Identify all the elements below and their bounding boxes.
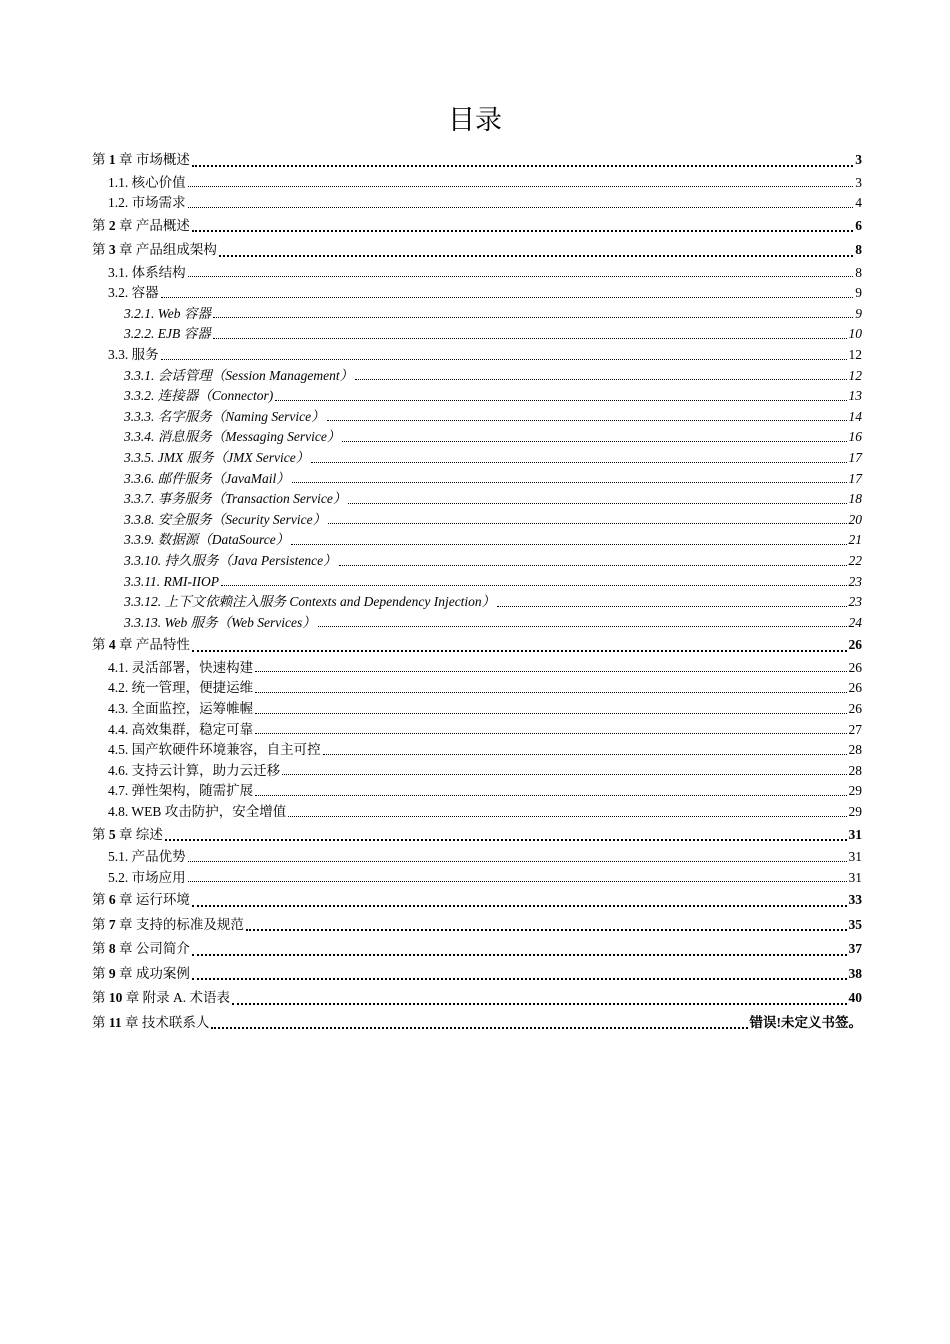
table-of-contents [92,148,862,1035]
toc-entry[interactable] [92,740,862,761]
chapter-prefix: 第 [92,1014,106,1030]
toc-entry[interactable] [92,802,862,823]
toc-entry-label [92,937,190,962]
toc-page-number: 8 [855,242,862,258]
chapter-number: 11 [105,1014,126,1030]
dot-leader [342,441,846,442]
toc-page-number: 22 [848,553,862,568]
chapter-number: 2 [105,217,119,233]
toc-page-number: 27 [848,721,862,737]
chapter-title: 章 市场概述 [119,152,190,167]
toc-entry[interactable] [92,761,862,782]
toc-entry[interactable] [92,962,862,987]
toc-entry-label: 3.3.8. 安全服务（Security Service） [124,511,327,527]
toc-entry[interactable] [92,551,862,572]
toc-page-number: 29 [848,783,862,799]
toc-entry[interactable] [92,304,862,325]
toc-entry-label: 4.8. WEB 攻击防护，安全增值 [108,804,287,820]
toc-entry[interactable] [92,324,862,345]
toc-entry[interactable] [92,238,862,263]
toc-entry-label [92,633,190,658]
dot-leader [211,1027,747,1029]
toc-entry[interactable] [92,633,862,658]
toc-entry[interactable] [92,386,862,407]
chapter-title: 章 综述 [119,826,163,842]
toc-page-number: 29 [848,804,862,820]
toc-entry-label: 3.2.2. EJB 容器 [124,326,211,342]
dot-leader [192,230,853,232]
chapter-prefix: 第 [92,916,106,932]
chapter-title: 章 支持的标准及规范 [119,916,244,932]
chapter-title: 章 技术联系人 [125,1014,210,1030]
chapter-title: 章 产品特性 [119,637,190,653]
dot-leader [255,671,846,672]
toc-entry[interactable] [92,847,862,868]
toc-entry[interactable] [92,469,862,490]
toc-entry-label [92,962,190,987]
toc-entry[interactable] [92,427,862,448]
toc-page-number: 37 [848,941,862,957]
toc-page-number: 26 [848,701,862,717]
dot-leader [188,276,854,277]
chapter-number: 4 [105,637,119,653]
chapter-number: 1 [105,152,119,167]
toc-entry-label: 3.3.2. 连接器（Connector) [124,388,274,404]
dot-leader [161,359,847,360]
chapter-prefix: 第 [92,826,106,842]
dot-leader [188,881,847,882]
dot-leader [161,297,854,298]
toc-entry-label: 4.3. 全面监控，运筹帷幄 [108,701,254,717]
toc-page-number: 31 [848,849,862,865]
toc-entry-label [92,1011,209,1036]
toc-page-number: 31 [848,826,862,842]
toc-entry[interactable] [92,366,862,387]
toc-page-number: 40 [848,990,862,1006]
toc-entry[interactable] [92,263,862,284]
toc-page-number: 9 [855,305,862,321]
chapter-number: 10 [105,990,126,1006]
chapter-title: 章 附录 A. 术语表 [125,990,230,1006]
toc-entry[interactable] [92,678,862,699]
dot-leader [282,774,846,775]
dot-leader [291,544,846,545]
toc-entry-label: 4.7. 弹性架构，随需扩展 [108,783,254,799]
toc-page-number: 16 [848,429,862,445]
dot-leader [192,954,847,956]
toc-page-number: 35 [848,916,862,932]
toc-page-number: 21 [848,532,862,548]
dot-leader [318,626,847,627]
toc-page-number: 14 [848,408,862,424]
chapter-title: 章 产品概述 [119,217,190,233]
chapter-title: 章 成功案例 [119,965,190,981]
toc-entry[interactable] [92,868,862,889]
chapter-number: 6 [105,892,119,908]
dot-leader [213,338,847,339]
chapter-prefix: 第 [92,990,106,1006]
dot-leader [288,816,846,817]
chapter-number: 7 [105,916,119,932]
toc-page-number: 4 [855,195,862,211]
chapter-prefix: 第 [92,941,106,957]
toc-page-number: 错误!未定义书签。 [749,1014,862,1030]
toc-entry-label: 1.2. 市场需求 [108,195,186,211]
toc-page-number: 31 [848,869,862,885]
toc-entry-label: 3.1. 体系结构 [108,264,186,280]
toc-entry-label: 1.1. 核心价值 [108,174,186,190]
dot-leader [292,482,847,483]
dot-leader [192,978,847,980]
toc-page-number: 38 [848,965,862,981]
chapter-number: 9 [105,965,119,981]
toc-entry-label [92,823,163,848]
toc-entry[interactable] [92,1011,862,1036]
dot-leader [255,713,846,714]
toc-entry[interactable] [92,193,862,214]
dot-leader [213,317,853,318]
toc-entry[interactable] [92,913,862,938]
toc-page-number: 18 [848,491,862,507]
toc-page-number: 26 [848,659,862,675]
toc-page-number: 24 [848,614,862,630]
toc-entry[interactable] [92,510,862,531]
toc-entry-label [92,913,244,938]
dot-leader [192,165,853,167]
dot-leader [328,523,846,524]
toc-entry[interactable] [92,937,862,962]
toc-entry[interactable] [92,173,862,194]
toc-title: 目录 [448,105,502,136]
dot-leader [339,565,847,566]
toc-entry-label: 3.3.3. 名字服务（Naming Service） [124,408,325,424]
toc-page-number: 17 [848,470,862,486]
dot-leader [246,929,847,931]
toc-entry-label: 3.3.10. 持久服务（Java Persistence） [124,553,337,568]
dot-leader [232,1003,847,1005]
dot-leader [311,462,846,463]
toc-entry-label: 4.2. 统一管理，便捷运维 [108,680,254,696]
toc-entry-label: 3.3.4. 消息服务（Messaging Service） [124,429,341,445]
toc-entry-label: 3.2.1. Web 容器 [124,305,211,321]
toc-entry-label: 3.2. 容器 [108,285,159,301]
toc-entry-label [92,214,190,239]
toc-entry-label [92,888,190,913]
toc-page-number: 13 [848,388,862,404]
dot-leader [255,692,846,693]
toc-entry[interactable] [92,888,862,913]
chapter-title: 章 公司简介 [119,941,190,957]
toc-page-number: 28 [848,742,862,758]
dot-leader [221,585,847,586]
dot-leader [219,255,853,257]
toc-page-number: 26 [848,637,862,653]
toc-page-number: 3 [855,152,862,167]
dot-leader [255,795,846,796]
toc-entry-label: 3.3.13. Web 服务（Web Services） [124,614,316,630]
chapter-prefix: 第 [92,892,106,908]
toc-entry[interactable] [92,658,862,679]
chapter-number: 3 [105,242,119,258]
toc-page-number: 26 [848,680,862,696]
dot-leader [323,754,847,755]
toc-entry-label: 4.6. 支持云计算，助力云迁移 [108,762,281,778]
toc-entry[interactable] [92,781,862,802]
toc-entry-label: 3.3.5. JMX 服务（JMX Service） [124,450,310,466]
toc-page-number: 20 [848,511,862,527]
toc-entry-label: 3.3.6. 邮件服务（JavaMail） [124,470,290,486]
dot-leader [355,379,846,380]
dot-leader [192,905,847,907]
dot-leader [188,186,854,187]
toc-entry[interactable] [92,572,862,593]
toc-entry[interactable] [92,214,862,239]
toc-page-number: 17 [848,450,862,466]
toc-entry-label [92,148,190,173]
toc-entry[interactable] [92,699,862,720]
toc-entry-label: 3.3.9. 数据源（DataSource） [124,532,290,548]
toc-page-number: 8 [855,264,862,280]
toc-page-number: 10 [848,326,862,342]
toc-entry-label: 4.1. 灵活部署，快速构建 [108,659,254,675]
chapter-prefix: 第 [92,152,106,167]
toc-entry-label: 3.3.7. 事务服务（Transaction Service） [124,491,347,507]
chapter-number: 8 [105,941,119,957]
chapter-prefix: 第 [92,242,106,258]
toc-page-number: 12 [848,347,862,363]
toc-page-number: 3 [855,174,862,190]
toc-entry[interactable] [92,345,862,366]
dot-leader [327,420,847,421]
toc-entry[interactable] [92,407,862,428]
dot-leader [348,503,846,504]
chapter-number: 5 [105,826,119,842]
toc-entry-label [92,986,230,1011]
toc-entry[interactable] [92,530,862,551]
toc-entry-label: 5.2. 市场应用 [108,869,186,885]
toc-entry-label [92,238,217,263]
chapter-title: 章 产品组成架构 [119,242,217,258]
toc-entry-label: 3.3.11. RMI-IIOP [124,573,219,589]
toc-entry-label: 5.1. 产品优势 [108,849,186,865]
dot-leader [275,400,846,401]
toc-entry[interactable] [92,148,862,173]
toc-entry[interactable] [92,489,862,510]
toc-entry[interactable] [92,613,862,634]
toc-page-number: 23 [848,573,862,589]
toc-page-number: 28 [848,762,862,778]
toc-entry[interactable] [92,986,862,1011]
toc-entry-label: 3.3.1. 会话管理（Session Management） [124,367,354,383]
toc-entry[interactable] [92,592,862,613]
toc-entry[interactable] [92,720,862,741]
toc-entry[interactable] [92,448,862,469]
toc-entry[interactable] [92,823,862,848]
dot-leader [188,207,854,208]
toc-entry-label: 4.4. 高效集群，稳定可靠 [108,721,254,737]
chapter-prefix: 第 [92,217,106,233]
toc-page-number: 33 [848,892,862,908]
toc-page-number: 9 [855,285,862,301]
dot-leader [165,839,847,841]
toc-page-number: 6 [855,217,862,233]
chapter-title: 章 运行环境 [119,892,190,908]
toc-entry-label: 3.3.12. 上下文依赖注入服务 Contexts and Dependency Injection） [124,594,496,610]
dot-leader [255,733,846,734]
toc-page-number: 12 [848,367,862,383]
toc-page-number: 23 [848,594,862,610]
dot-leader [188,861,847,862]
dot-leader [497,606,846,607]
chapter-prefix: 第 [92,965,106,981]
toc-entry-label: 3.3. 服务 [108,347,159,363]
chapter-prefix: 第 [92,637,106,653]
toc-entry-label: 4.5. 国产软硬件环境兼容，自主可控 [108,742,321,758]
dot-leader [192,650,847,652]
toc-entry[interactable] [92,283,862,304]
